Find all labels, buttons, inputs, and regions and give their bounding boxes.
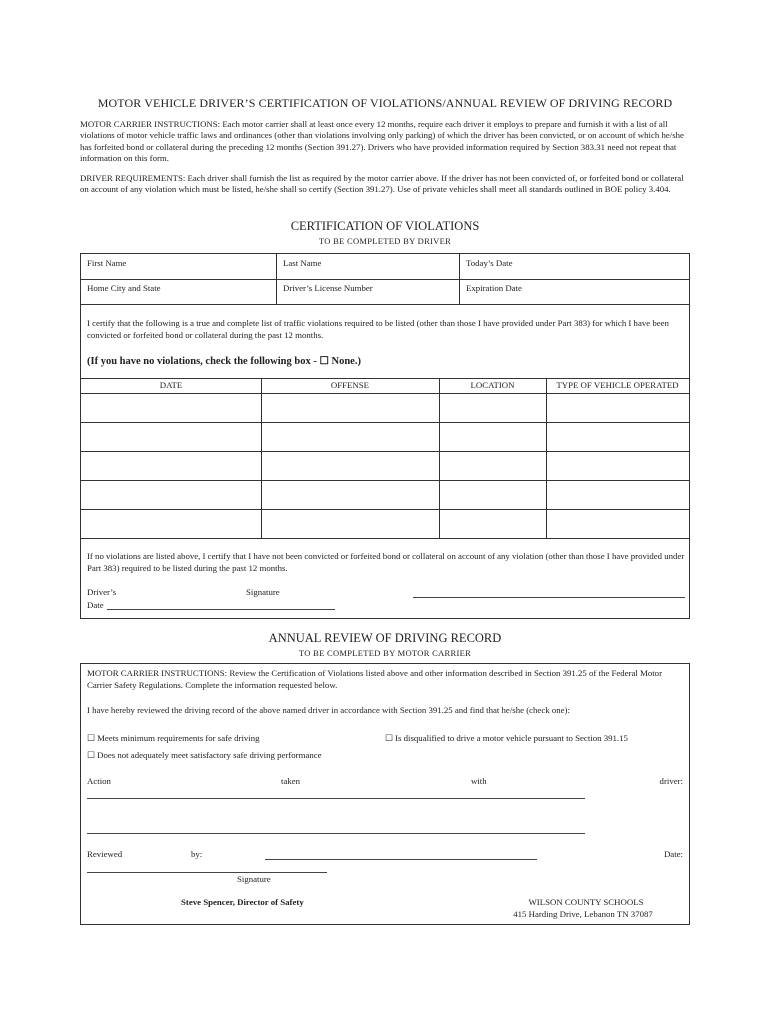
- review-instructions: MOTOR CARRIER INSTRUCTIONS: Review the Certification of Violations listed above and other information described in Section 391.25 of the Federal Motor Carrier Safety Regulations. Complete the information requested below.: [87, 668, 663, 690]
- signature-label: Signature: [246, 587, 280, 597]
- not-adequate-checkbox[interactable]: ☐ Does not adequately meet satisfactory safe driving performance: [87, 750, 322, 760]
- certification-form: [80, 253, 690, 619]
- review-signature-label: Signature: [237, 874, 271, 884]
- certify-text: I certify that the following is a true and complete list of traffic violations required to be listed (other than those I have provided under Part 383) for which I have been convicted or forfeited bond or collateral during the past 12 months.: [87, 318, 669, 340]
- certification-heading: CERTIFICATION OF VIOLATIONS: [290, 219, 480, 233]
- taken-word: taken: [281, 776, 301, 786]
- driver-word: driver:: [659, 776, 683, 786]
- disqualified-checkbox[interactable]: ☐ Is disqualified to drive a motor vehicle pursuant to Section 391.15: [385, 733, 628, 743]
- no-violations-certify-text: If no violations are listed above, I certify that I have not been convicted or forfeited bond or collateral on account of any violation (other than those I have provided under Part 383) required to be listed during the past 12 months.: [87, 551, 685, 573]
- col-date: DATE: [159, 380, 183, 390]
- reviewed-word: Reviewed: [87, 849, 123, 859]
- date-label: Date: [87, 600, 104, 610]
- col-offense: OFFENSE: [330, 380, 370, 390]
- action-line-1[interactable]: [87, 798, 585, 799]
- signature-line[interactable]: [413, 597, 685, 598]
- drivers-label: Driver’s: [87, 587, 117, 597]
- home-city-state-field[interactable]: Home City and State: [87, 283, 161, 293]
- col-location: LOCATION: [470, 380, 515, 390]
- annual-review-heading: ANNUAL REVIEW OF DRIVING RECORD: [268, 631, 502, 645]
- by-word: by:: [191, 849, 203, 859]
- annual-review-subheading: TO BE COMPLETED BY MOTOR CARRIER: [298, 648, 472, 658]
- reviewed-by-line[interactable]: [265, 859, 537, 860]
- document-title: MOTOR VEHICLE DRIVER’S CERTIFICATION OF VIOLATIONS/ANNUAL REVIEW OF DRIVING RECORD: [97, 96, 673, 110]
- reviewed-text: I have hereby reviewed the driving record of the above named driver in accordance with Section 391.25 and find that he/she (check one):: [87, 705, 570, 715]
- date-word: Date:: [663, 849, 683, 859]
- drivers-license-number-field[interactable]: Driver’s License Number: [283, 283, 373, 293]
- col-vehicle-type: TYPE OF VEHICLE OPERATED: [556, 380, 679, 390]
- expiration-date-field[interactable]: Expiration Date: [466, 283, 522, 293]
- date-line[interactable]: [107, 609, 335, 610]
- review-date-line[interactable]: [87, 872, 327, 873]
- no-violations-checkbox[interactable]: (If you have no violations, check the following box - ☐ None.): [87, 356, 361, 367]
- driver-requirements: DRIVER REQUIREMENTS: Each driver shall furnish the list as required by the motor carrier above. If the driver has not been convicted of, or forfeited bond or collateral on account of any violation which must be listed, he/she shall so certify (Section 391.27). Use of private vehicles shall meet all standards outlined in BOE policy 3.404.: [80, 173, 684, 195]
- org-address: 415 Harding Drive, Lebanon TN 37087: [513, 909, 653, 919]
- with-word: with: [471, 776, 487, 786]
- certification-subheading: TO BE COMPLETED BY DRIVER: [318, 236, 452, 246]
- todays-date-field[interactable]: Today’s Date: [466, 258, 513, 268]
- first-name-field[interactable]: First Name: [87, 258, 127, 268]
- org-name: WILSON COUNTY SCHOOLS: [528, 897, 644, 907]
- meets-requirements-checkbox[interactable]: ☐ Meets minimum requirements for safe driving: [87, 733, 260, 743]
- action-line-2[interactable]: [87, 833, 585, 834]
- action-word: Action: [87, 776, 111, 786]
- annual-review-form: [80, 663, 690, 925]
- signer-name: Steve Spencer, Director of Safety: [181, 897, 304, 907]
- last-name-field[interactable]: Last Name: [283, 258, 322, 268]
- carrier-instructions: MOTOR CARRIER INSTRUCTIONS: Each motor carrier shall at least once every 12 months, require each driver it employs to prepare and furnish it with a list of all violations of motor vehicle traffic laws and ordinances (other than violations involving only parking) of which the driver has been convicted, or on account of which he/she has forfeited bond or collateral during the preceding 12 months (Section 391.27). Drivers who have provided information required by Section 383.31 need not repeat that information on this form.: [80, 119, 684, 164]
